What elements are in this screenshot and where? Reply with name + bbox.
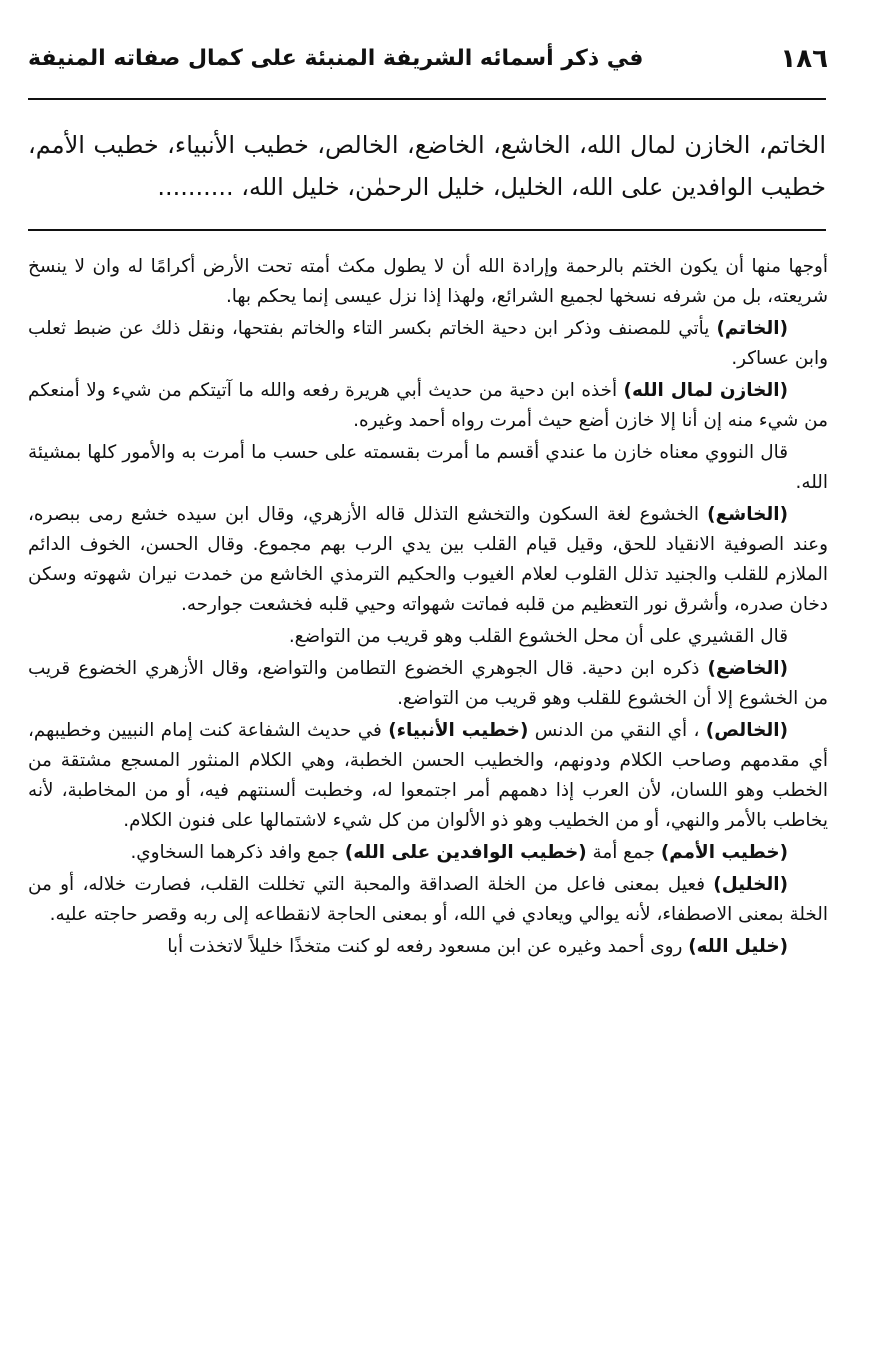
paragraph [28, 716, 828, 836]
paragraph-text: أخذه ابن دحية من حديث أبي هريرة رفعه والله ما آتيتكم من شيء ولا أمنعكم من شيء منه إن أنا إلا خازن أضع حيث أمرت رواه أحمد وغيره. [28, 380, 828, 431]
paragraph: أوجها منها أن يكون الختم بالرحمة وإرادة الله أن لا يطول مكث أمته تحت الأرض أكرامًا له وان لا ينسخ شريعته، بل من شرفه نسخها لجميع الشرائع، ولهذا إذا نزل عيسى إنما يحكم بها. [28, 256, 828, 307]
term: (الخاتم) [716, 318, 788, 339]
paragraph-text: ذكره ابن دحية. قال الجوهري الخضوع التطامن والتواضع، وقال الأزهري الخضوع قريب من الخشوع إلا أن الخشوع للقلب وهو قريب من التواضع. [28, 658, 828, 709]
term: (الخالص) [705, 720, 788, 741]
paragraph [28, 870, 828, 930]
paragraph [28, 654, 828, 714]
paragraph-text: جمع أمة [586, 842, 661, 863]
matn-rule [28, 229, 826, 231]
paragraph [28, 838, 828, 868]
paragraph [28, 314, 828, 374]
commentary [28, 252, 828, 964]
paragraph-text: فعيل بمعنى فاعل من الخلة الصداقة والمحبة التي تخللت القلب، فصارت خلاله، أو من الخلة بمعنى الاصطفاء، لأنه يوالي ويعادي في الله، أو بمعنى الحاجة لانقطاعه إلى ربه وقصر حاجته عليه. [28, 874, 828, 925]
paragraph-text: في حديث الشفاعة كنت إمام النبيين وخطيبهم، أي مقدمهم وصاحب الكلام ودونهم، والخطيب الحسن الخطبة، وهي الكلام المنثور المسجع مشتقة من الخطب وهو اللسان، لأن العرب إذا دهمهم أمر اجتمعوا له، وخطبت ألسنتهم فيه، أو من المخاطبة، لأنه يخاطب بالأمر والنهي، أو من الخطيب وهو ذو الألوان من كل شيء لاشتمالها على فنون الكلام. [28, 720, 828, 831]
term: (الخازن لمال الله) [623, 380, 788, 401]
paragraph: قال القشيري على أن محل الخشوع القلب وهو قريب من التواضع. [288, 626, 788, 647]
term: (خطيب الوافدين على الله) [344, 842, 587, 863]
term: (الخاشع) [707, 504, 788, 525]
paragraph-text: يأتي للمصنف وذكر ابن دحية الخاتم بكسر التاء والخاتم بفتحها، ونقل ذلك عن ضبط ثعلب وابن عساكر. [28, 318, 828, 369]
paragraph-text: جمع وافد ذكرهما السخاوي. [130, 842, 345, 863]
term: (خليل الله) [688, 936, 788, 957]
page-number: ١٨٦ [780, 44, 828, 74]
paragraph-text: الخشوع لغة السكون والتخشع التذلل قاله الأزهري، وقال ابن سيده خشع رمى ببصره، وعند الصوفية الانقياد للحق، وقيل قيام القلب بين يدي الرب بهم مجموع. وقال الحسن، الخوف الدائم الملازم للقلب والجنيد تذلل القلوب لعلام الغيوب والحكيم الترمذي الخاشع من خمدت نيران شهوته وسكن دخان صدره، وأشرق نور التعظيم من قلبه فماتت شهواته وحيي قلبه فخشعت جوارحه. [28, 504, 828, 615]
term: (الخاضع) [707, 658, 788, 679]
header-rule [28, 98, 826, 100]
term: (خطيب الأمم) [660, 842, 788, 863]
paragraph [28, 376, 828, 436]
paragraph-text: ، أي النقي من الدنس [528, 720, 706, 741]
paragraph [28, 500, 828, 620]
paragraph-text: روى أحمد وغيره عن ابن مسعود رفعه لو كنت متخذًا خليلاً لاتخذت أبا [167, 936, 689, 957]
matn-text: الخاتم، الخازن لمال الله، الخاشع، الخاضع، الخالص، خطيب الأنبياء، خطيب الأمم، خطيب الوافدين على الله، الخليل، خليل الرحمٰن، خليل الله، .......... [28, 131, 826, 201]
running-title: في ذكر أسمائه الشريفة المنبئة على كمال صفاته المنيفة [28, 46, 644, 71]
term: (الخليل) [713, 874, 788, 895]
paragraph [28, 932, 828, 962]
running-header [28, 40, 828, 90]
term: (خطيب الأنبياء) [388, 720, 529, 741]
paragraph: قال النووي معناه خازن ما عندي أقسم ما أمرت بقسمته على حسب ما أمرت به والأمور كلها بمشيئة الله. [28, 442, 828, 493]
